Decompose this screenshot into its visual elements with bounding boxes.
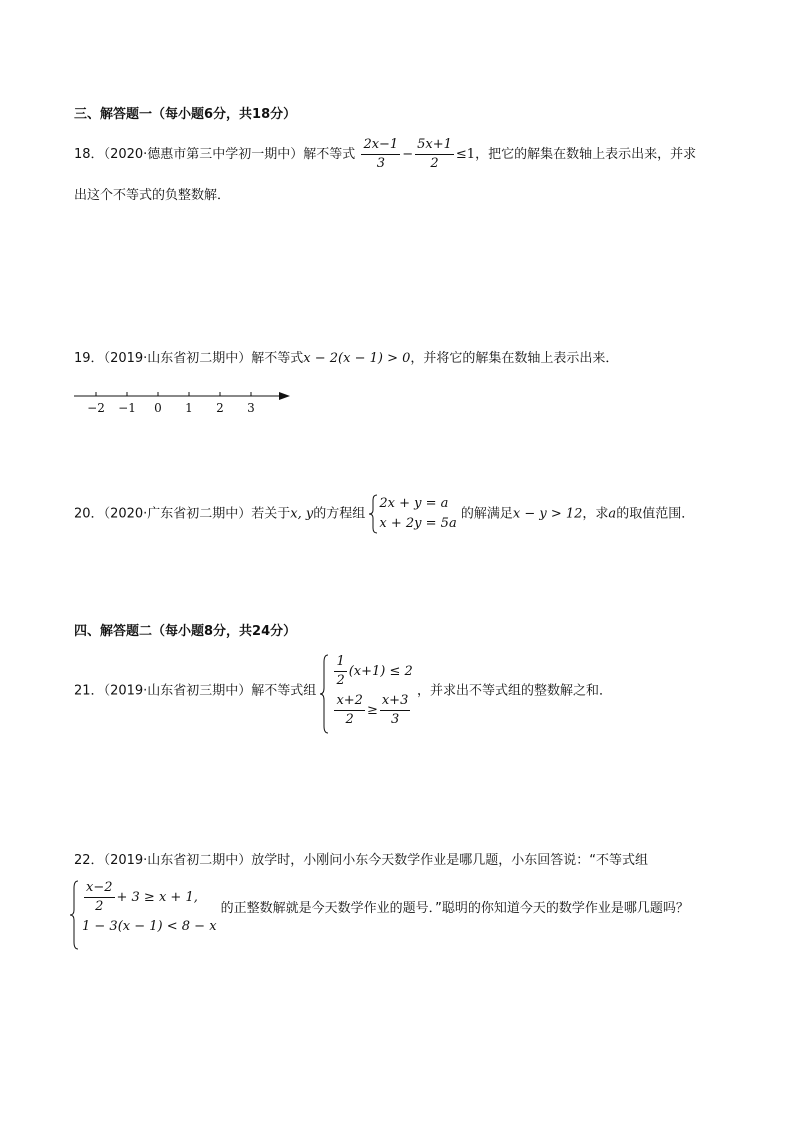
q20-equation-1: 2x + y = a [379, 496, 449, 511]
left-brace-icon [69, 880, 79, 950]
question-21-source: （2019·山东省初三期中） [103, 683, 252, 699]
number-line-label: 2 [216, 401, 224, 415]
number-line-label: −2 [87, 401, 105, 415]
question-21-tail: ，并求出不等式组的整数解之和． [416, 683, 612, 699]
question-21-lead: 解不等式组 [251, 683, 317, 699]
q21-inequality-2 [332, 693, 412, 728]
question-22 [74, 851, 648, 871]
q18-fraction-1 [361, 137, 400, 172]
q21-relation: ≥ [366, 703, 378, 718]
q22-fraction-denominator: 2 [95, 899, 104, 914]
number-line-label: 0 [154, 401, 162, 415]
question-22-number: 22 [74, 853, 91, 868]
question-22-tail: 的正整数解就是今天数学作业的题号．”聪明的你知道今天的数学作业是哪几题吗？ [220, 901, 689, 916]
number-line-label: 3 [247, 401, 255, 415]
section-four-heading: 四、解答题二（每小题8分，共24分） [74, 624, 297, 639]
q21-inequality-1 [332, 654, 412, 689]
q18-fraction-2-numerator: 5x+1 [415, 137, 454, 155]
q22-fraction [84, 880, 115, 915]
question-20-lead: 若关于 [251, 506, 291, 522]
question-19-source: （2019·山东省初二期中） [103, 351, 252, 366]
question-20-source: （2020·广东省初二期中） [103, 506, 252, 522]
question-19-lead: 解不等式 [251, 351, 304, 366]
q22-inequality-1-rest: + 3 ≥ x + 1, [116, 890, 198, 905]
q21-right-denominator: 3 [390, 712, 400, 727]
q20-variables: x, y [290, 506, 314, 522]
q20-condition: x − y > 12 [512, 506, 583, 522]
question-19-tail: ，并将它的解集在数轴上表示出来． [410, 351, 619, 366]
q18-dot: ． [90, 147, 104, 162]
q22-dot: ． [90, 853, 104, 868]
question-20 [74, 494, 694, 534]
q20-condition-lead: 的解满足 [460, 506, 513, 522]
q21-right-fraction [380, 693, 411, 728]
number-line-label: −1 [118, 401, 136, 415]
q19-expression: x − 2(x − 1) > 0 [303, 351, 411, 366]
q22-inequality-system [70, 880, 217, 937]
question-22-line-1: 放学时，小刚问小东今天数学作业是哪几题，小东回答说：“不等式组 [251, 853, 649, 868]
left-brace-icon [319, 654, 329, 734]
q20-dot: ． [90, 506, 104, 522]
question-18-lead: 解不等式 [303, 147, 356, 162]
q18-fraction-2 [415, 137, 454, 172]
q21-dot: ． [90, 683, 104, 699]
question-18-line-2: 出这个不等式的负整数解． [74, 188, 231, 203]
q21-half-denominator: 2 [336, 673, 345, 688]
q20-equation-2: x + 2y = 5a [379, 516, 457, 531]
q20-mid: 的方程组 [313, 506, 366, 522]
q18-fraction-1-numerator: 2x−1 [361, 137, 400, 155]
q21-half-numerator: 1 [334, 654, 346, 672]
q19-dot: ． [90, 351, 104, 366]
q20-variable-a: a [608, 506, 617, 522]
q21-left-numerator: x+2 [334, 693, 365, 711]
q21-left-denominator: 2 [345, 712, 354, 727]
q21-inequality-1-rest: (x+1) ≤ 2 [348, 664, 413, 679]
question-22-source: （2019·山东省初二期中） [103, 853, 252, 868]
q18-fraction-2-denominator: 2 [430, 156, 439, 171]
q21-inequality-system [320, 654, 412, 728]
question-21-number: 21 [74, 683, 91, 699]
q20-tail-2: 的取值范围． [616, 506, 695, 522]
q18-fraction-1-denominator: 3 [376, 156, 385, 171]
q22-inequality-2: 1 − 3(x − 1) < 8 − x [82, 919, 217, 934]
question-18-source: （2020·德惠市第三中学初一期中） [103, 147, 304, 162]
number-line-arrow-icon [279, 392, 290, 400]
q20-tail-1: ，求 [582, 506, 609, 522]
q20-equation-system [369, 494, 456, 534]
question-18-number: 18 [74, 147, 91, 162]
section-three-heading: 三、解答题一（每小题6分，共18分） [74, 107, 297, 122]
q21-left-fraction [334, 693, 365, 728]
question-18 [74, 137, 696, 172]
question-19-number: 19 [74, 351, 91, 366]
q18-minus: − [402, 147, 414, 162]
q22-inequality-1 [82, 880, 217, 915]
question-19 [74, 349, 618, 369]
number-line [70, 386, 300, 420]
question-22-line-2 [70, 880, 689, 937]
question-20-number: 20 [74, 506, 91, 522]
number-line-label: 1 [185, 401, 193, 415]
question-21 [74, 654, 612, 728]
q21-right-numerator: x+3 [380, 693, 411, 711]
q21-half-fraction [334, 654, 346, 689]
left-brace-icon [368, 494, 378, 534]
question-18-tail: ，把它的解集在数轴上表示出来，并求 [475, 147, 697, 162]
q22-fraction-numerator: x−2 [84, 880, 115, 898]
q18-relation: ≤1 [455, 147, 476, 162]
